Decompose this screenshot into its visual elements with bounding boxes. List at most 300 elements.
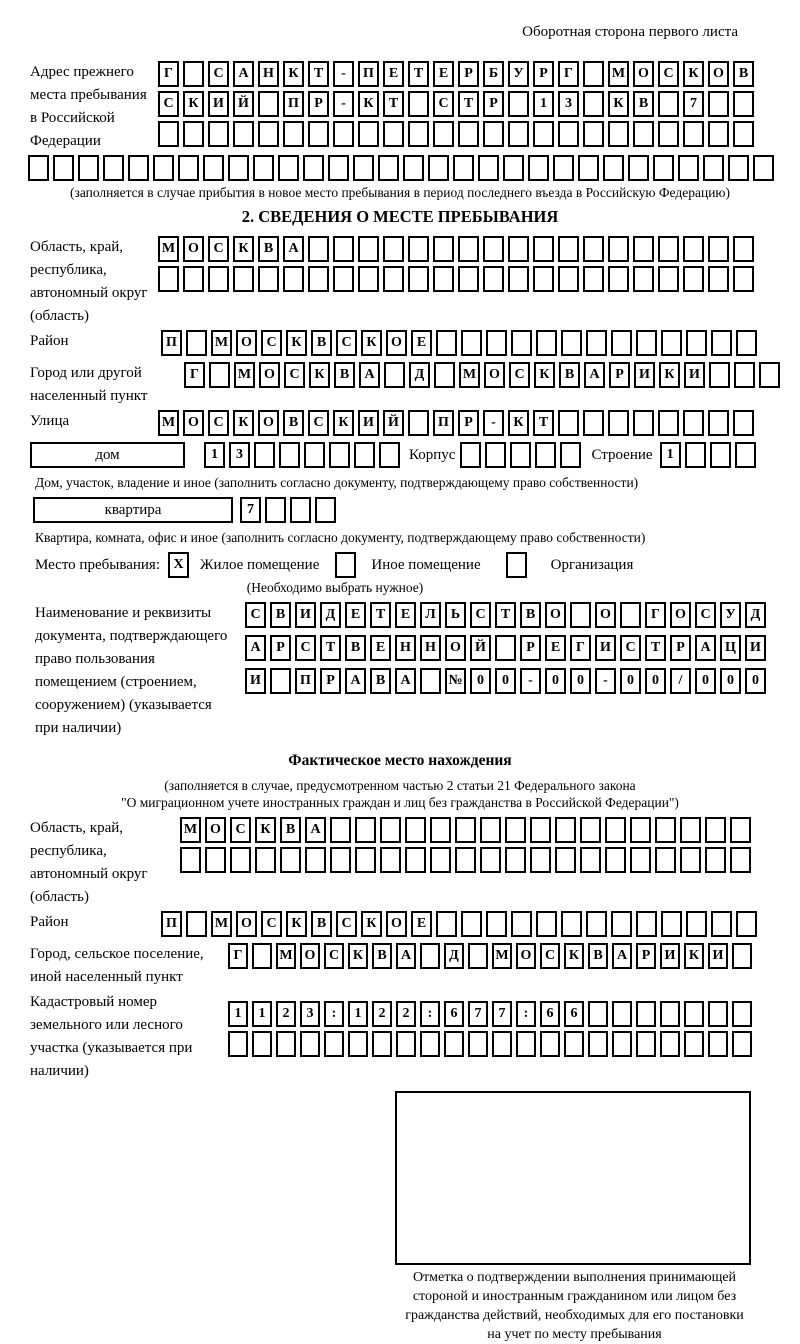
char-cell[interactable]: В: [559, 362, 580, 388]
char-cell[interactable]: [533, 121, 554, 147]
char-cell[interactable]: [408, 410, 429, 436]
char-cell[interactable]: [396, 1031, 416, 1057]
char-cell[interactable]: [252, 1031, 272, 1057]
char-cell[interactable]: [303, 155, 324, 181]
char-cell[interactable]: 1: [204, 442, 225, 468]
char-cell[interactable]: [733, 236, 754, 262]
char-cell[interactable]: Т: [408, 61, 429, 87]
char-cell[interactable]: И: [708, 943, 728, 969]
char-cell[interactable]: [636, 911, 657, 937]
char-cell[interactable]: [276, 1031, 296, 1057]
char-cell[interactable]: [633, 410, 654, 436]
char-cell[interactable]: Г: [228, 943, 248, 969]
char-cell[interactable]: 2: [396, 1001, 416, 1027]
char-cell[interactable]: К: [534, 362, 555, 388]
char-cell[interactable]: [283, 121, 304, 147]
char-cell[interactable]: С: [308, 410, 329, 436]
char-cell[interactable]: [255, 847, 276, 873]
char-cell[interactable]: [705, 847, 726, 873]
char-cell[interactable]: [530, 817, 551, 843]
char-cell[interactable]: Р: [609, 362, 630, 388]
char-cell[interactable]: [328, 155, 349, 181]
char-cell[interactable]: [558, 236, 579, 262]
char-cell[interactable]: [753, 155, 774, 181]
char-cell[interactable]: О: [545, 602, 566, 628]
char-cell[interactable]: [733, 121, 754, 147]
char-cell[interactable]: [486, 330, 507, 356]
char-cell[interactable]: К: [348, 943, 368, 969]
char-cell[interactable]: [588, 1031, 608, 1057]
char-cell[interactable]: Д: [320, 602, 341, 628]
char-cell[interactable]: [486, 911, 507, 937]
char-cell[interactable]: У: [720, 602, 741, 628]
char-cell[interactable]: Й: [470, 635, 491, 661]
char-cell[interactable]: 7: [492, 1001, 512, 1027]
char-cell[interactable]: К: [508, 410, 529, 436]
char-cell[interactable]: С: [695, 602, 716, 628]
char-cell[interactable]: В: [311, 911, 332, 937]
char-cell[interactable]: [686, 911, 707, 937]
char-cell[interactable]: И: [595, 635, 616, 661]
char-cell[interactable]: [660, 1031, 680, 1057]
char-cell[interactable]: [209, 362, 230, 388]
char-cell[interactable]: [483, 236, 504, 262]
char-cell[interactable]: [708, 266, 729, 292]
char-cell[interactable]: [608, 266, 629, 292]
char-cell[interactable]: К: [361, 911, 382, 937]
char-cell[interactable]: М: [158, 410, 179, 436]
char-cell[interactable]: С: [208, 410, 229, 436]
char-cell[interactable]: [468, 943, 488, 969]
char-cell[interactable]: К: [608, 91, 629, 117]
char-cell[interactable]: [505, 847, 526, 873]
char-cell[interactable]: Т: [308, 61, 329, 87]
char-cell[interactable]: Р: [308, 91, 329, 117]
char-cell[interactable]: [258, 91, 279, 117]
char-cell[interactable]: [383, 266, 404, 292]
char-cell[interactable]: [483, 266, 504, 292]
char-cell[interactable]: [208, 121, 229, 147]
char-cell[interactable]: [455, 817, 476, 843]
char-cell[interactable]: Р: [270, 635, 291, 661]
char-cell[interactable]: [458, 121, 479, 147]
char-cell[interactable]: [655, 847, 676, 873]
char-cell[interactable]: И: [684, 362, 705, 388]
char-cell[interactable]: [420, 943, 440, 969]
char-cell[interactable]: И: [358, 410, 379, 436]
char-cell[interactable]: [483, 121, 504, 147]
char-cell[interactable]: 2: [276, 1001, 296, 1027]
char-cell[interactable]: [683, 410, 704, 436]
char-cell[interactable]: О: [708, 61, 729, 87]
char-cell[interactable]: П: [295, 668, 316, 694]
char-cell[interactable]: С: [324, 943, 344, 969]
char-cell[interactable]: В: [372, 943, 392, 969]
char-cell[interactable]: М: [180, 817, 201, 843]
char-cell[interactable]: [372, 1031, 392, 1057]
char-cell[interactable]: [508, 236, 529, 262]
char-cell[interactable]: [630, 817, 651, 843]
char-cell[interactable]: [405, 817, 426, 843]
char-cell[interactable]: [508, 266, 529, 292]
char-cell[interactable]: Ц: [720, 635, 741, 661]
char-cell[interactable]: О: [386, 911, 407, 937]
char-cell[interactable]: :: [324, 1001, 344, 1027]
char-cell[interactable]: [420, 668, 441, 694]
char-cell[interactable]: О: [258, 410, 279, 436]
char-cell[interactable]: [485, 442, 506, 468]
char-cell[interactable]: [608, 236, 629, 262]
char-cell[interactable]: [358, 266, 379, 292]
char-cell[interactable]: К: [233, 410, 254, 436]
char-cell[interactable]: [495, 635, 516, 661]
char-cell[interactable]: [678, 155, 699, 181]
char-cell[interactable]: [605, 817, 626, 843]
char-cell[interactable]: М: [608, 61, 629, 87]
char-cell[interactable]: С: [295, 635, 316, 661]
char-cell[interactable]: С: [658, 61, 679, 87]
char-cell[interactable]: [730, 847, 751, 873]
char-cell[interactable]: О: [300, 943, 320, 969]
char-cell[interactable]: [708, 121, 729, 147]
char-cell[interactable]: [605, 847, 626, 873]
char-cell[interactable]: [558, 266, 579, 292]
char-cell[interactable]: М: [459, 362, 480, 388]
char-cell[interactable]: П: [433, 410, 454, 436]
char-cell[interactable]: И: [295, 602, 316, 628]
char-cell[interactable]: [383, 236, 404, 262]
char-cell[interactable]: [180, 847, 201, 873]
char-cell[interactable]: И: [208, 91, 229, 117]
char-cell[interactable]: [420, 1031, 440, 1057]
char-cell[interactable]: П: [161, 330, 182, 356]
char-cell[interactable]: [379, 442, 400, 468]
char-cell[interactable]: №: [445, 668, 466, 694]
char-cell[interactable]: О: [633, 61, 654, 87]
char-cell[interactable]: [636, 1031, 656, 1057]
char-cell[interactable]: С: [336, 911, 357, 937]
other-premises-checkbox[interactable]: [335, 552, 356, 578]
char-cell[interactable]: А: [395, 668, 416, 694]
char-cell[interactable]: К: [333, 410, 354, 436]
char-cell[interactable]: [583, 410, 604, 436]
char-cell[interactable]: [533, 266, 554, 292]
char-cell[interactable]: [358, 121, 379, 147]
char-cell[interactable]: Н: [420, 635, 441, 661]
char-cell[interactable]: [636, 1001, 656, 1027]
char-cell[interactable]: Е: [545, 635, 566, 661]
char-cell[interactable]: А: [305, 817, 326, 843]
char-cell[interactable]: С: [261, 330, 282, 356]
char-cell[interactable]: [233, 121, 254, 147]
char-cell[interactable]: А: [359, 362, 380, 388]
char-cell[interactable]: [265, 497, 286, 523]
char-cell[interactable]: [580, 847, 601, 873]
char-cell[interactable]: [705, 817, 726, 843]
char-cell[interactable]: [660, 1001, 680, 1027]
char-cell[interactable]: [653, 155, 674, 181]
char-cell[interactable]: К: [659, 362, 680, 388]
char-cell[interactable]: А: [345, 668, 366, 694]
char-cell[interactable]: [408, 91, 429, 117]
char-cell[interactable]: В: [258, 236, 279, 262]
char-cell[interactable]: [380, 817, 401, 843]
char-cell[interactable]: [583, 121, 604, 147]
char-cell[interactable]: 6: [540, 1001, 560, 1027]
char-cell[interactable]: [535, 442, 556, 468]
char-cell[interactable]: [158, 266, 179, 292]
char-cell[interactable]: 0: [720, 668, 741, 694]
char-cell[interactable]: [735, 442, 756, 468]
char-cell[interactable]: [430, 817, 451, 843]
char-cell[interactable]: [258, 121, 279, 147]
char-cell[interactable]: 1: [533, 91, 554, 117]
char-cell[interactable]: Г: [184, 362, 205, 388]
char-cell[interactable]: А: [396, 943, 416, 969]
char-cell[interactable]: [333, 121, 354, 147]
char-cell[interactable]: 0: [645, 668, 666, 694]
char-cell[interactable]: К: [286, 911, 307, 937]
char-cell[interactable]: [636, 330, 657, 356]
char-cell[interactable]: [158, 121, 179, 147]
char-cell[interactable]: [458, 266, 479, 292]
char-cell[interactable]: [324, 1031, 344, 1057]
char-cell[interactable]: С: [284, 362, 305, 388]
char-cell[interactable]: У: [508, 61, 529, 87]
char-cell[interactable]: [478, 155, 499, 181]
char-cell[interactable]: [430, 847, 451, 873]
char-cell[interactable]: П: [283, 91, 304, 117]
char-cell[interactable]: [661, 330, 682, 356]
char-cell[interactable]: Т: [645, 635, 666, 661]
char-cell[interactable]: [510, 442, 531, 468]
char-cell[interactable]: [709, 362, 730, 388]
char-cell[interactable]: [460, 442, 481, 468]
char-cell[interactable]: В: [588, 943, 608, 969]
char-cell[interactable]: [153, 155, 174, 181]
char-cell[interactable]: И: [634, 362, 655, 388]
char-cell[interactable]: О: [484, 362, 505, 388]
char-cell[interactable]: [734, 362, 755, 388]
char-cell[interactable]: [270, 668, 291, 694]
char-cell[interactable]: С: [261, 911, 282, 937]
char-cell[interactable]: [408, 236, 429, 262]
char-cell[interactable]: [710, 442, 731, 468]
char-cell[interactable]: [558, 410, 579, 436]
char-cell[interactable]: О: [259, 362, 280, 388]
char-cell[interactable]: Д: [444, 943, 464, 969]
char-cell[interactable]: [588, 1001, 608, 1027]
char-cell[interactable]: 0: [570, 668, 591, 694]
char-cell[interactable]: О: [183, 236, 204, 262]
char-cell[interactable]: [583, 91, 604, 117]
char-cell[interactable]: 7: [468, 1001, 488, 1027]
char-cell[interactable]: 0: [495, 668, 516, 694]
kvartira-box[interactable]: квартира: [33, 497, 233, 523]
char-cell[interactable]: [183, 121, 204, 147]
char-cell[interactable]: Р: [458, 61, 479, 87]
char-cell[interactable]: А: [612, 943, 632, 969]
char-cell[interactable]: [680, 847, 701, 873]
char-cell[interactable]: М: [492, 943, 512, 969]
char-cell[interactable]: [583, 266, 604, 292]
char-cell[interactable]: Е: [383, 61, 404, 87]
char-cell[interactable]: [533, 236, 554, 262]
char-cell[interactable]: [433, 121, 454, 147]
char-cell[interactable]: А: [695, 635, 716, 661]
char-cell[interactable]: [732, 1031, 752, 1057]
char-cell[interactable]: [208, 266, 229, 292]
char-cell[interactable]: К: [283, 61, 304, 87]
char-cell[interactable]: Е: [370, 635, 391, 661]
char-cell[interactable]: К: [286, 330, 307, 356]
char-cell[interactable]: В: [345, 635, 366, 661]
char-cell[interactable]: 7: [683, 91, 704, 117]
char-cell[interactable]: [228, 1031, 248, 1057]
char-cell[interactable]: [505, 817, 526, 843]
char-cell[interactable]: [553, 155, 574, 181]
char-cell[interactable]: [586, 330, 607, 356]
char-cell[interactable]: [578, 155, 599, 181]
char-cell[interactable]: [708, 410, 729, 436]
char-cell[interactable]: [128, 155, 149, 181]
char-cell[interactable]: О: [516, 943, 536, 969]
char-cell[interactable]: [308, 236, 329, 262]
char-cell[interactable]: [378, 155, 399, 181]
char-cell[interactable]: [680, 817, 701, 843]
char-cell[interactable]: Й: [233, 91, 254, 117]
char-cell[interactable]: 0: [620, 668, 641, 694]
char-cell[interactable]: Р: [520, 635, 541, 661]
char-cell[interactable]: [383, 121, 404, 147]
char-cell[interactable]: С: [540, 943, 560, 969]
char-cell[interactable]: [608, 121, 629, 147]
char-cell[interactable]: О: [183, 410, 204, 436]
char-cell[interactable]: [620, 602, 641, 628]
char-cell[interactable]: -: [483, 410, 504, 436]
char-cell[interactable]: [583, 61, 604, 87]
char-cell[interactable]: [608, 410, 629, 436]
char-cell[interactable]: [560, 442, 581, 468]
char-cell[interactable]: 7: [240, 497, 261, 523]
char-cell[interactable]: [684, 1001, 704, 1027]
char-cell[interactable]: Е: [345, 602, 366, 628]
char-cell[interactable]: [564, 1031, 584, 1057]
char-cell[interactable]: [308, 266, 329, 292]
char-cell[interactable]: О: [236, 330, 257, 356]
char-cell[interactable]: [561, 911, 582, 937]
char-cell[interactable]: Р: [636, 943, 656, 969]
char-cell[interactable]: [555, 817, 576, 843]
char-cell[interactable]: [258, 266, 279, 292]
char-cell[interactable]: [658, 410, 679, 436]
char-cell[interactable]: -: [520, 668, 541, 694]
char-cell[interactable]: -: [595, 668, 616, 694]
char-cell[interactable]: [580, 817, 601, 843]
char-cell[interactable]: [683, 121, 704, 147]
char-cell[interactable]: 0: [470, 668, 491, 694]
char-cell[interactable]: [353, 155, 374, 181]
char-cell[interactable]: Р: [533, 61, 554, 87]
char-cell[interactable]: [633, 236, 654, 262]
char-cell[interactable]: Г: [645, 602, 666, 628]
char-cell[interactable]: [183, 61, 204, 87]
char-cell[interactable]: [732, 1001, 752, 1027]
char-cell[interactable]: [703, 155, 724, 181]
confirmation-mark-box[interactable]: [395, 1091, 751, 1265]
char-cell[interactable]: [333, 266, 354, 292]
char-cell[interactable]: П: [161, 911, 182, 937]
char-cell[interactable]: [305, 847, 326, 873]
char-cell[interactable]: [290, 497, 311, 523]
char-cell[interactable]: [536, 330, 557, 356]
char-cell[interactable]: [558, 121, 579, 147]
char-cell[interactable]: [683, 236, 704, 262]
char-cell[interactable]: Г: [558, 61, 579, 87]
char-cell[interactable]: Д: [745, 602, 766, 628]
char-cell[interactable]: [444, 1031, 464, 1057]
char-cell[interactable]: К: [255, 817, 276, 843]
char-cell[interactable]: В: [520, 602, 541, 628]
char-cell[interactable]: 1: [660, 442, 681, 468]
char-cell[interactable]: /: [670, 668, 691, 694]
char-cell[interactable]: 1: [228, 1001, 248, 1027]
char-cell[interactable]: [655, 817, 676, 843]
char-cell[interactable]: [304, 442, 325, 468]
char-cell[interactable]: [315, 497, 336, 523]
char-cell[interactable]: К: [233, 236, 254, 262]
char-cell[interactable]: Р: [458, 410, 479, 436]
char-cell[interactable]: [708, 1031, 728, 1057]
char-cell[interactable]: [186, 911, 207, 937]
char-cell[interactable]: С: [433, 91, 454, 117]
char-cell[interactable]: [628, 155, 649, 181]
char-cell[interactable]: Ь: [445, 602, 466, 628]
char-cell[interactable]: [570, 602, 591, 628]
char-cell[interactable]: [530, 847, 551, 873]
char-cell[interactable]: [228, 155, 249, 181]
char-cell[interactable]: Д: [409, 362, 430, 388]
char-cell[interactable]: Е: [411, 330, 432, 356]
char-cell[interactable]: [586, 911, 607, 937]
char-cell[interactable]: 0: [545, 668, 566, 694]
char-cell[interactable]: В: [311, 330, 332, 356]
char-cell[interactable]: [540, 1031, 560, 1057]
char-cell[interactable]: [283, 266, 304, 292]
char-cell[interactable]: [300, 1031, 320, 1057]
char-cell[interactable]: С: [230, 817, 251, 843]
char-cell[interactable]: М: [211, 911, 232, 937]
char-cell[interactable]: В: [283, 410, 304, 436]
char-cell[interactable]: В: [270, 602, 291, 628]
char-cell[interactable]: [612, 1001, 632, 1027]
char-cell[interactable]: Й: [383, 410, 404, 436]
char-cell[interactable]: [354, 442, 375, 468]
char-cell[interactable]: [611, 911, 632, 937]
char-cell[interactable]: А: [245, 635, 266, 661]
char-cell[interactable]: [308, 121, 329, 147]
char-cell[interactable]: Т: [495, 602, 516, 628]
char-cell[interactable]: [358, 236, 379, 262]
char-cell[interactable]: Б: [483, 61, 504, 87]
char-cell[interactable]: [536, 911, 557, 937]
char-cell[interactable]: [380, 847, 401, 873]
char-cell[interactable]: А: [283, 236, 304, 262]
char-cell[interactable]: [733, 266, 754, 292]
char-cell[interactable]: Л: [420, 602, 441, 628]
char-cell[interactable]: О: [445, 635, 466, 661]
char-cell[interactable]: Н: [258, 61, 279, 87]
